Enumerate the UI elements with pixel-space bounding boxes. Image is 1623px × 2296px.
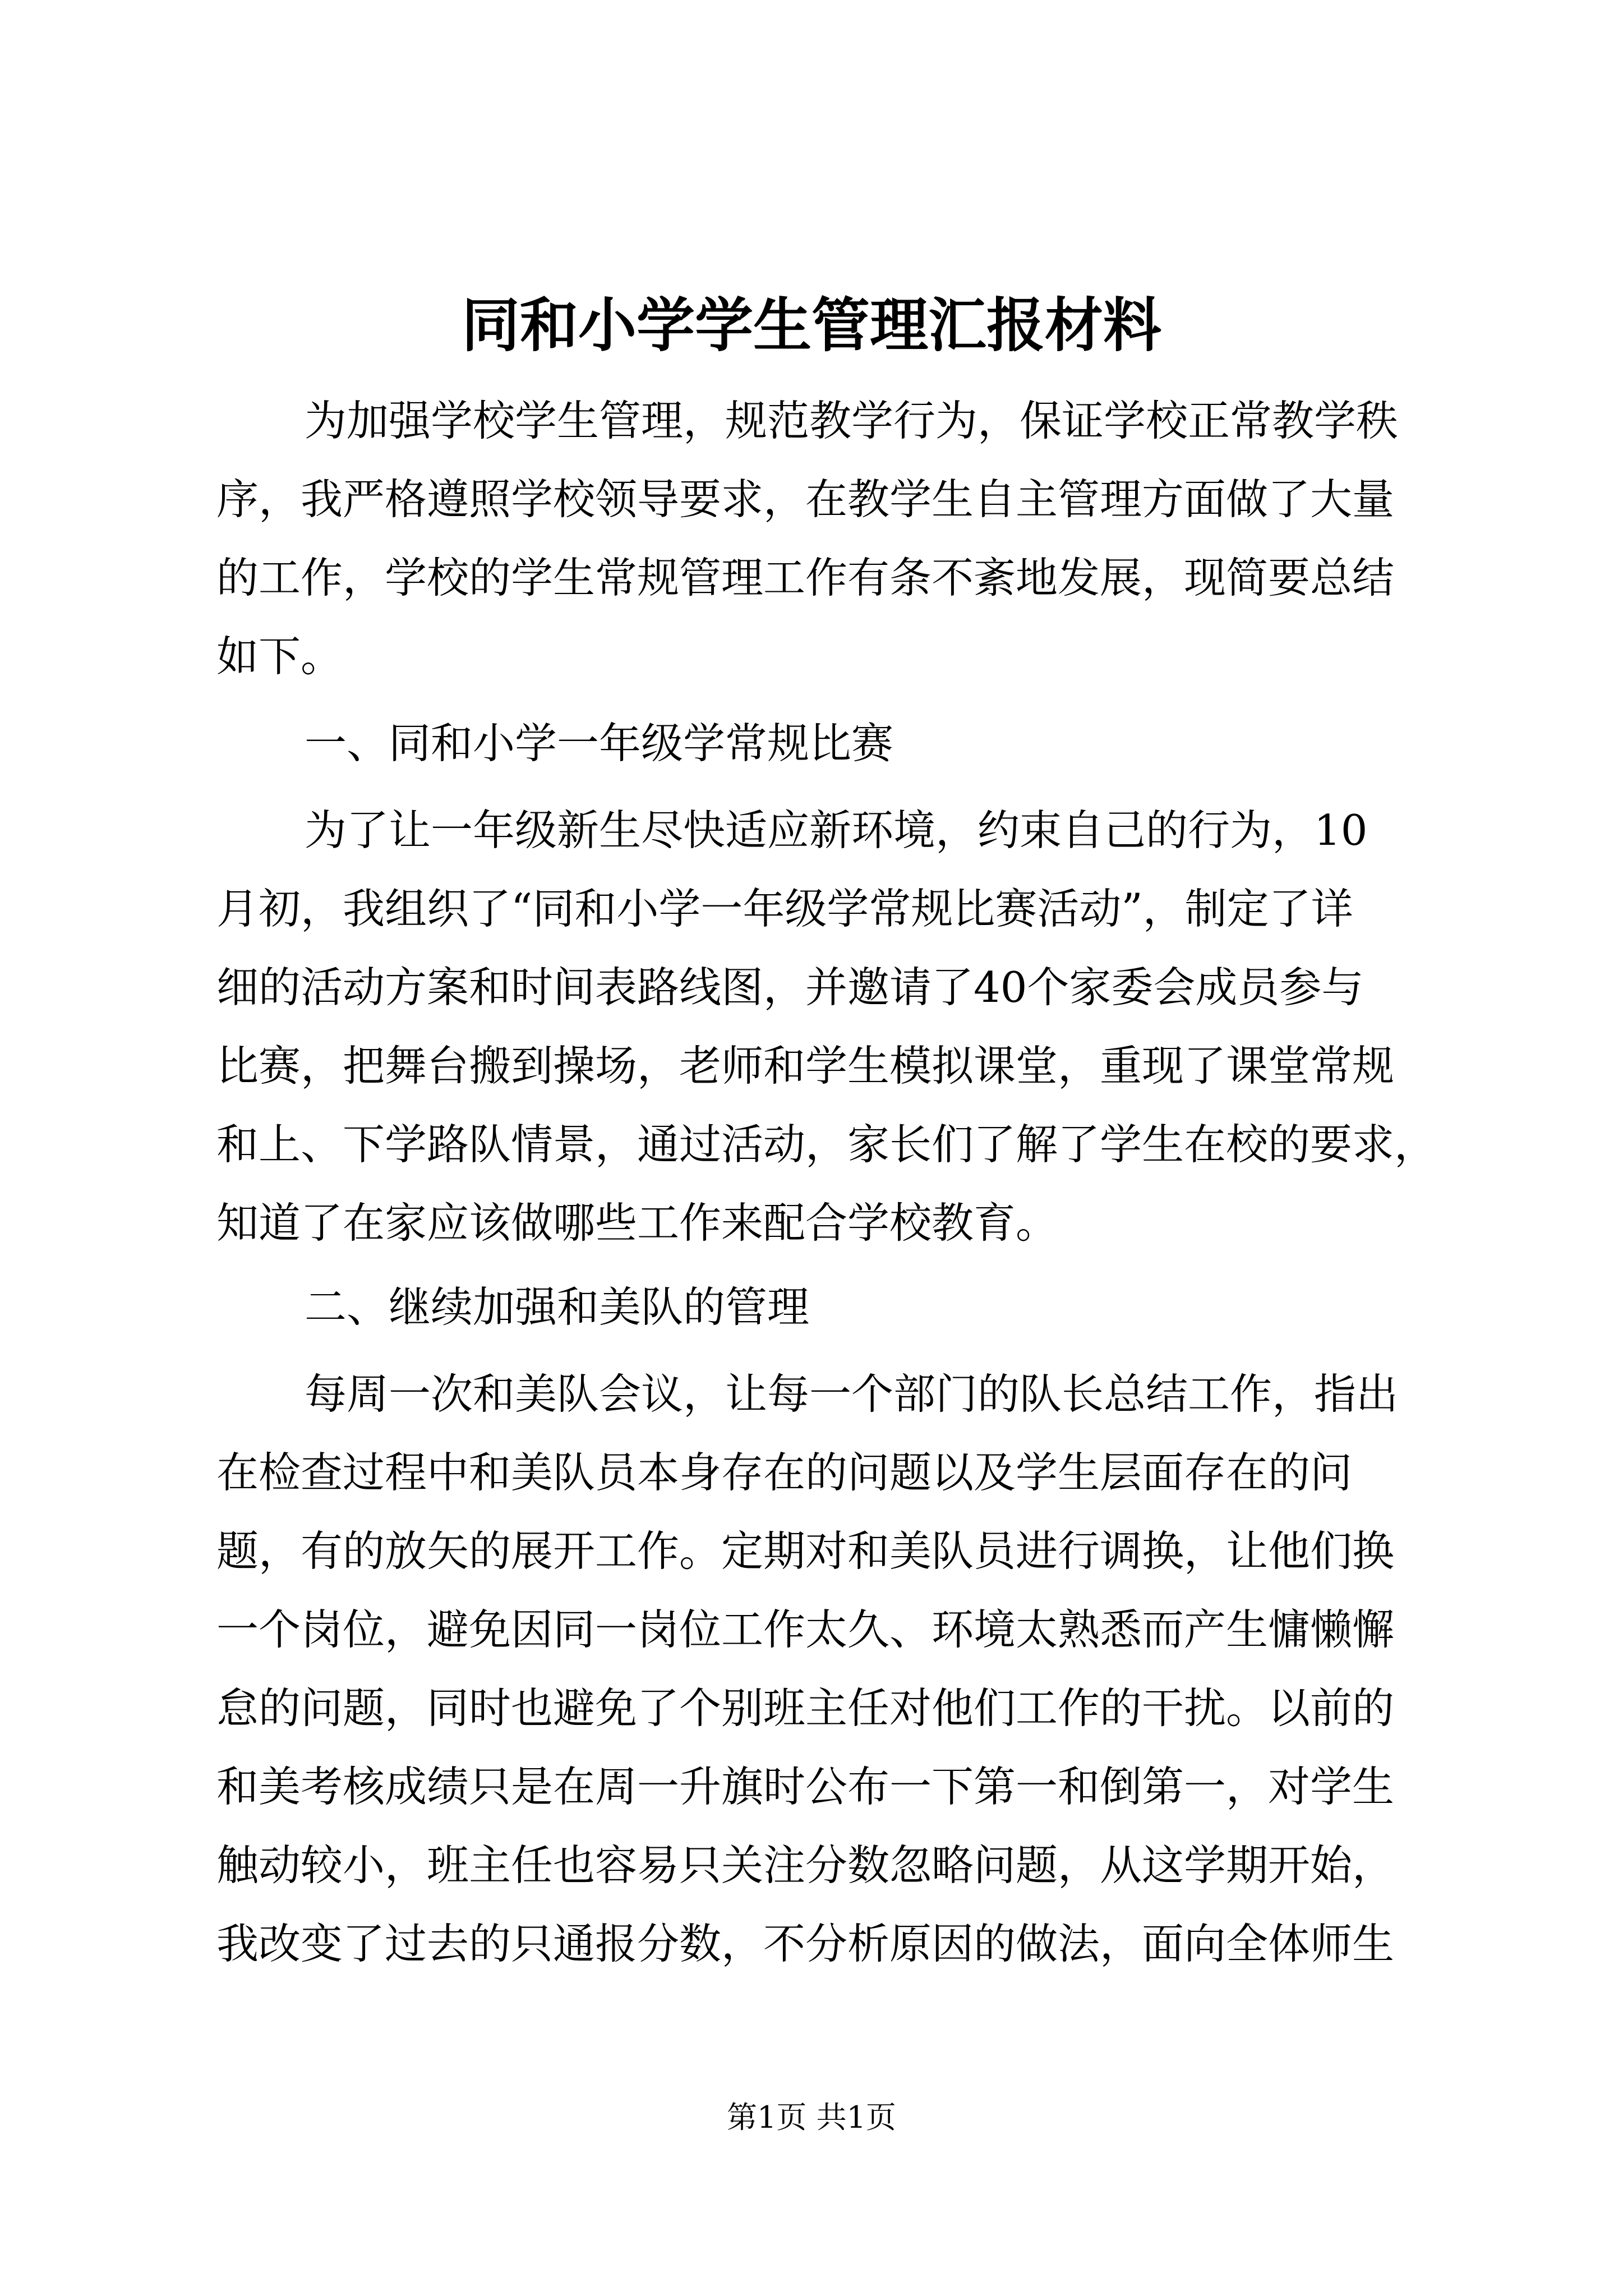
paragraph-3-line-2: 在检查过程中和美队员本身存在的问题以及学生层面存在的问 (216, 1448, 1353, 1497)
paragraph-3-line-1: 每周一次和美队会议，让每一个部门的队长总结工作，指出 (305, 1369, 1399, 1419)
paragraph-1-line-4: 如下。 (216, 632, 343, 681)
section-heading-2: 二、继续加强和美队的管理 (305, 1282, 810, 1332)
paragraph-3-line-4: 一个岗位，避免因同一岗位工作太久、环境太熟悉而产生慵懒懈 (216, 1605, 1395, 1654)
paragraph-3-line-7: 触动较小，班主任也容易只关注分数忽略问题，从这学期开始， (216, 1841, 1395, 1890)
paragraph-3-line-5: 怠的问题，同时也避免了个别班主任对他们工作的干扰。以前的 (216, 1683, 1395, 1733)
paragraph-1-line-2: 序，我严格遵照学校领导要求，在教学生自主管理方面做了大量 (216, 475, 1395, 524)
paragraph-2-line-1: 为了让一年级新生尽快适应新环境，约束自己的行为，10 (305, 806, 1368, 855)
paragraph-2-line-4: 比赛，把舞台搬到操场，老师和学生模拟课堂，重现了课堂常规 (216, 1041, 1395, 1091)
paragraph-3-line-6: 和美考核成绩只是在周一升旗时公布一下第一和倒第一，对学生 (216, 1762, 1395, 1811)
page-footer: 第1页 共1页 (727, 2100, 896, 2135)
paragraph-2-line-2: 月初，我组织了“同和小学一年级学常规比赛活动”，制定了详 (216, 884, 1353, 933)
document-title: 同和小学学生管理汇报材料 (461, 291, 1161, 360)
paragraph-3-line-8: 我改变了过去的只通报分数，不分析原因的做法，面向全体师生 (216, 1919, 1395, 1968)
paragraph-2-line-6: 知道了在家应该做哪些工作来配合学校教育。 (216, 1198, 1058, 1248)
section-heading-1: 一、同和小学一年级学常规比赛 (305, 719, 894, 768)
paragraph-2-line-3: 细的活动方案和时间表路线图，并邀请了40个家委会成员参与 (216, 963, 1364, 1012)
paragraph-3-line-3: 题，有的放矢的展开工作。定期对和美队员进行调换，让他们换 (216, 1526, 1395, 1576)
paragraph-1-line-1: 为加强学校学生管理，规范教学行为，保证学校正常教学秩 (305, 396, 1399, 445)
paragraph-1-line-3: 的工作，学校的学生常规管理工作有条不紊地发展，现简要总结 (216, 553, 1395, 602)
paragraph-2-line-5: 和上、下学路队情景，通过活动，家长们了解了学生在校的要求， (216, 1120, 1437, 1169)
